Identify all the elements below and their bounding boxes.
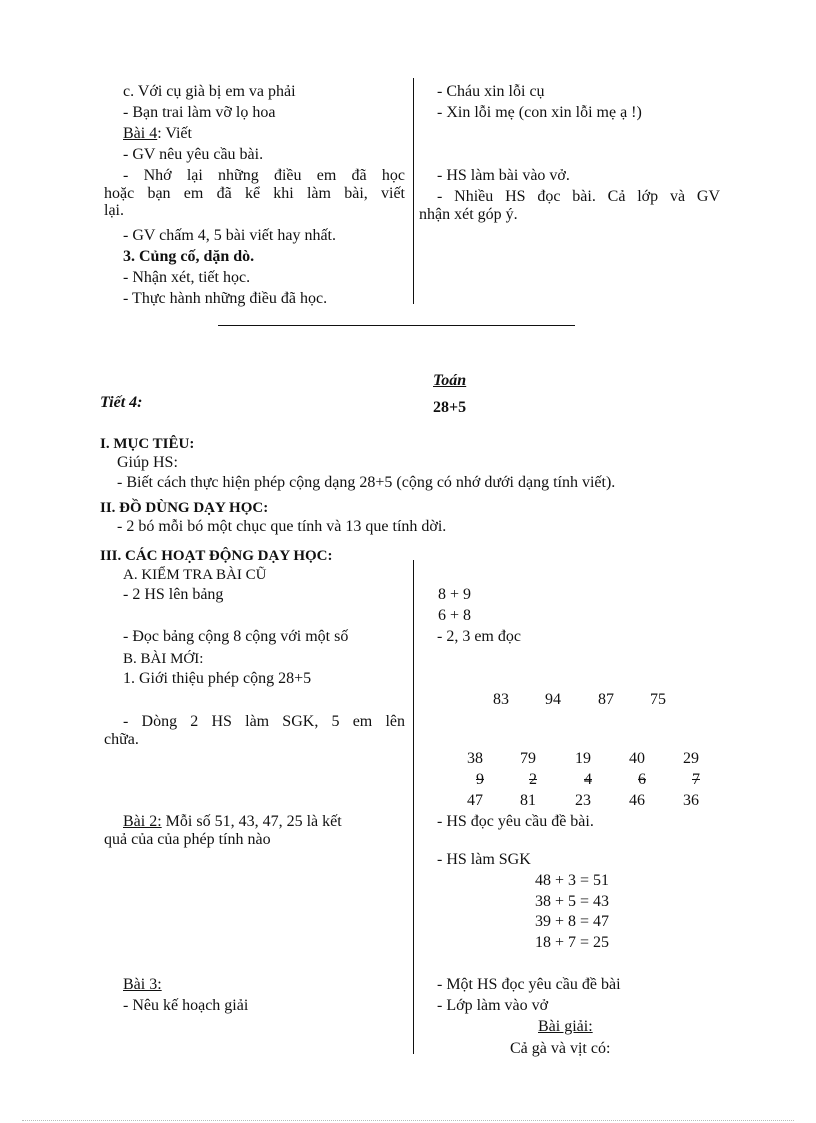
- result-1: 83: [493, 691, 509, 708]
- objectives-item: - Biết cách thực hiện phép cộng dạng 28+5 (cộng có nhớ dưới dạng tính viết).: [117, 474, 616, 491]
- equation-3: 39 + 8 = 47: [535, 913, 610, 930]
- grid-r2-c4: 6: [638, 771, 646, 788]
- bai-2-line-2: quả của của phép tính nào: [104, 831, 271, 848]
- materials-heading: II. ĐỒ DÙNG DẠY HỌC:: [100, 500, 269, 516]
- section-b-item-1: 1. Giới thiệu phép cộng 28+5: [123, 670, 312, 687]
- top-left-line-5: - Nhớ lại những điều em đã học: [123, 167, 405, 184]
- grid-r1-c4: 40: [629, 750, 645, 767]
- top-left-line-11: - Thực hành những điều đã học.: [123, 290, 328, 307]
- top-left-line-10: - Nhận xét, tiết học.: [123, 269, 251, 286]
- top-right-line-5: nhận xét góp ý.: [419, 206, 518, 223]
- grid-r2-c2: 2: [529, 771, 537, 788]
- top-left-line-1: c. Với cụ già bị em va phải: [123, 83, 296, 100]
- bai-2-label: Bài 2:: [123, 813, 162, 830]
- bai-3-plan: - Nêu kế hoạch giải: [123, 997, 249, 1014]
- consolidation-heading: 3. Củng cố, dặn dò.: [123, 248, 255, 265]
- top-right-line-1: - Cháu xin lỗi cụ: [437, 83, 545, 100]
- equation-4: 18 + 7 = 25: [535, 934, 610, 951]
- grid-r1-c2: 79: [520, 750, 536, 767]
- expr-1: 8 + 9: [438, 586, 472, 603]
- equation-1: 48 + 3 = 51: [535, 872, 610, 889]
- subject-title: Toán: [433, 372, 467, 389]
- grid-r2-c1: 9: [476, 771, 484, 788]
- bai-2-line-1: [123, 812, 405, 832]
- grid-r1-c5: 29: [683, 750, 699, 767]
- grid-r2-c5: 7: [692, 771, 700, 788]
- section-a-heading: A. KIỂM TRA BÀI CŨ: [123, 567, 267, 583]
- top-left-line-2: - Bạn trai làm vỡ lọ hoa: [123, 104, 276, 121]
- top-column-divider: [413, 78, 414, 304]
- grid-r2-c3: 4: [584, 771, 592, 788]
- bai-4-label: Bài 4: [123, 125, 158, 142]
- top-left-line-6: hoặc bạn em đã kể khi làm bài, viết: [104, 185, 405, 202]
- bai-3-right-2: - Lớp làm vào vở: [437, 997, 549, 1014]
- top-left-line-4: - GV nêu yêu cầu bài.: [123, 146, 264, 163]
- materials-item: - 2 bó mỗi bó một chục que tính và 13 que tính dời.: [117, 518, 447, 535]
- activities-heading: III. CÁC HOẠT ĐỘNG DẠY HỌC:: [100, 548, 333, 564]
- solution-label: Bài giải:: [538, 1018, 593, 1035]
- section-b-heading: B. BÀI MỚI:: [123, 651, 204, 667]
- section-separator: [218, 325, 575, 326]
- result-4: 75: [650, 691, 666, 708]
- grid-r3-c2: 81: [520, 792, 536, 809]
- top-right-line-4: - Nhiều HS đọc bài. Cả lớp và GV: [437, 188, 720, 205]
- top-right-line-3: - HS làm bài vào vở.: [437, 167, 570, 184]
- expr-2: 6 + 8: [438, 607, 472, 624]
- section-b-item-2-cont: chữa.: [104, 731, 139, 748]
- section-b-item-2: - Dòng 2 HS làm SGK, 5 em lên: [123, 713, 405, 730]
- bai-4-text: : Viết: [157, 125, 192, 142]
- top-left-line-8: - GV chấm 4, 5 bài viết hay nhất.: [123, 227, 336, 244]
- lesson-title: 28+5: [433, 399, 467, 416]
- grid-r3-c3: 23: [575, 792, 591, 809]
- result-2: 94: [545, 691, 561, 708]
- top-left-line-7: lại.: [104, 202, 124, 219]
- top-left-line-3: [123, 124, 192, 144]
- grid-r1-c3: 19: [575, 750, 591, 767]
- objectives-heading: I. MỤC TIÊU:: [100, 436, 195, 452]
- section-a-item-2: - Đọc bảng cộng 8 cộng với một số: [123, 628, 349, 645]
- bai-3-right-1: - Một HS đọc yêu cầu đề bài: [437, 976, 621, 993]
- result-3: 87: [598, 691, 614, 708]
- solution-line-1: Cả gà và vịt có:: [510, 1040, 611, 1057]
- grid-r3-c1: 47: [467, 792, 483, 809]
- equation-2: 38 + 5 = 43: [535, 893, 610, 910]
- grid-r1-c1: 38: [467, 750, 483, 767]
- grid-r3-c5: 36: [683, 792, 699, 809]
- objectives-intro: Giúp HS:: [117, 454, 178, 471]
- top-right-line-2: - Xin lỗi mẹ (con xin lỗi mẹ ạ !): [437, 104, 642, 121]
- section-a-item-1: - 2 HS lên bảng: [123, 586, 224, 603]
- grid-r3-c4: 46: [629, 792, 645, 809]
- bai-2-right-2: - HS làm SGK: [437, 851, 531, 868]
- page-bottom-border: [22, 1120, 794, 1121]
- bai-3-label: Bài 3:: [123, 976, 162, 993]
- period-label: Tiết 4:: [100, 394, 143, 411]
- activities-column-divider: [413, 560, 414, 1054]
- read-note: - 2, 3 em đọc: [437, 628, 521, 645]
- bai-2-right-1: - HS đọc yêu cầu đề bài.: [437, 813, 594, 830]
- bai-2-text: Mỗi số 51, 43, 47, 25 là kết: [161, 813, 342, 830]
